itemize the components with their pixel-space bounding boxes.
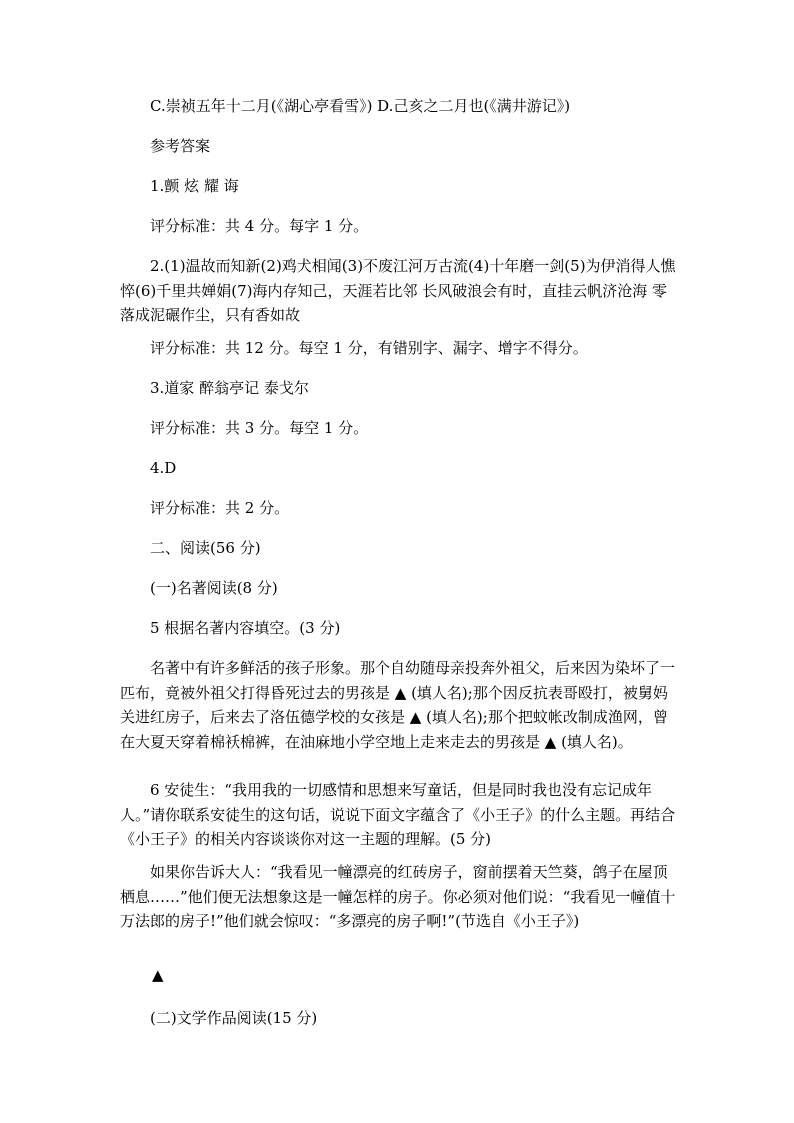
- answer-blank-marker: ▲: [152, 966, 164, 984]
- answer-3: 3.道家 醉翁亭记 泰戈尔: [150, 379, 309, 397]
- option-line-c-d: C.崇祯五年十二月(《湖心亭看雪》) D.己亥之二月也(《满井游记》): [150, 97, 571, 115]
- section-heading-reading: 二、阅读(56 分): [150, 539, 261, 557]
- scoring-1: 评分标准：共 4 分。每字 1 分。: [150, 217, 369, 235]
- scoring-2: 评分标准：共 12 分。每空 1 分，有错别字、漏字、增字不得分。: [150, 339, 588, 357]
- scoring-3: 评分标准：共 3 分。每空 1 分。: [150, 419, 369, 437]
- question-6-excerpt: 如果你告诉大人：“我看见一幢漂亮的红砖房子，窗前摆着天竺葵，鸽子在屋顶栖息……”他们便无法想象这是一幢怎样的房子。你必须对他们说：“我看见一幢值十万法郎的房子!”他们就会惊叹：“多漂亮的房子啊!”(节选自《小王子》): [120, 863, 676, 930]
- section-heading-answers: 参考答案: [150, 137, 211, 155]
- question-6: 6 安徒生：“我用我的一切感情和思想来写童话，但是同时我也没有忘记成年人。”请你联系安徒生的这句话，说说下面文字蕴含了《小王子》的什么主题。再结合《小王子》的相关内容谈谈你对这一主题的理解。(5 分): [120, 781, 676, 848]
- question-5-passage: 名著中有许多鲜活的孩子形象。那个自幼随母亲投奔外祖父，后来因为染坏了一匹布，竟被外祖父打得昏死过去的男孩是 ▲ (填人名);那个因反抗表哥殴打，被舅妈关进红房子，后来去了洛伍德学校的女孩是 ▲ (填人名);那个把蚊帐改制成渔网，曾在大夏天穿着棉袄棉裤，在油麻地小学空地上走来走去的男孩是 ▲ (填人名)。: [120, 659, 676, 751]
- answer-4: 4.D: [150, 459, 177, 477]
- answer-1: 1.颤 炫 耀 诲: [150, 177, 239, 195]
- question-5: 5 根据名著内容填空。(3 分): [150, 619, 341, 637]
- scoring-4: 评分标准：共 2 分。: [150, 499, 290, 517]
- subsection-heading-literary: (二)文学作品阅读(15 分): [150, 1009, 318, 1027]
- answer-2: 2.(1)温故而知新(2)鸡犬相闻(3)不废江河万古流(4)十年磨一剑(5)为伊消得人憔悴(6)千里共婵娟(7)海内存知己，天涯若比邻 长风破浪会有时，直挂云帆济沧海 零落成泥碾作尘，只有香如故: [120, 257, 676, 324]
- subsection-heading-classics: (一)名著阅读(8 分): [150, 579, 278, 597]
